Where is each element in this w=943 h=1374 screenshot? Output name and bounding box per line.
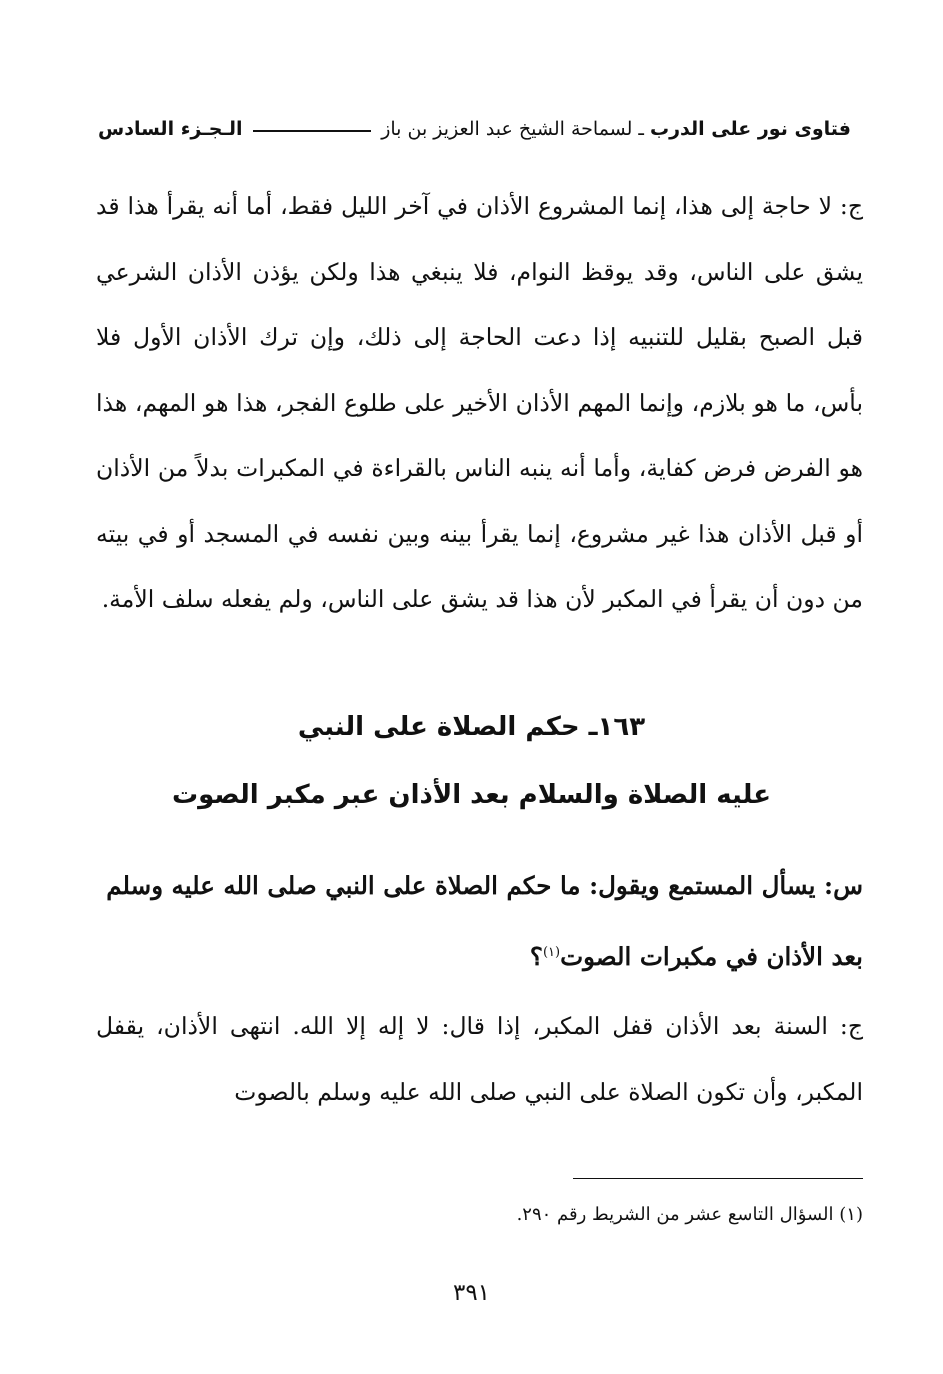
question-text: س: يسأل المستمع ويقول: ما حكم الصلاة على النبي صلى الله عليه وسلم بعد الأذان في مكبرات الصوت: [106, 871, 863, 972]
answer-paragraph-2: ج: السنة بعد الأذان قفل المكبر، إذا قال: لا إله إلا الله. انتهى الأذان، يقفل المكبر، وأن تكون الصلاة على النبي صلى الله عليه وسلم بالصوت: [96, 1012, 863, 1106]
header-rule: [253, 130, 372, 132]
question-paragraph: [96, 852, 863, 990]
running-header: [98, 112, 851, 146]
answer-paragraph-1: ج: لا حاجة إلى هذا، إنما المشروع الأذان في آخر الليل فقط، أما أنه يقرأ هذا قد يشق على الناس، وقد يوقظ النوام، فلا ينبغي هذا ولكن يؤذن الأذان الشرعي قبل الصبح بقليل للتنبيه إذا دعت الحاجة إلى ذلك، وإن ترك الأذان الأول فلا بأس، ما هو بلازم، وإنما المهم الأذان الأخير على طلوع الفجر، هذا هو المهم، هذا هو الفرض فرض كفاية، وأما أنه ينبه الناس بالقراءة في المكبرات بدلاً من الأذان أو قبل الأذان هذا غير مشروع، إنما يقرأ بينه وبين نفسه في المسجد أو في بيته من دون أن يقرأ في المكبر لأن هذا قد يشق على الناس، ولم يفعله سلف الأمة.: [96, 192, 863, 613]
volume-label: الـجـزء السادس: [98, 118, 243, 140]
footnote-reference[interactable]: (١): [542, 945, 561, 960]
footnote: (١) السؤال التاسع عشر من الشريط رقم ٢٩٠.: [516, 1204, 863, 1225]
author-name: لسماحة الشيخ عبد العزيز بن باز: [381, 118, 633, 140]
book-title: فتاوى نور على الدرب: [650, 118, 851, 140]
header-separator: ـ: [638, 118, 644, 140]
section-heading-line-2: عليه الصلاة والسلام بعد الأذان عبر مكبر الصوت: [171, 780, 772, 810]
question-mark: ؟: [529, 942, 543, 972]
footnote-divider: [573, 1178, 863, 1179]
section-heading-line-1: ١٦٣ـ حكم الصلاة على النبي: [297, 712, 646, 742]
page-number: ٣٩١: [452, 1280, 491, 1306]
